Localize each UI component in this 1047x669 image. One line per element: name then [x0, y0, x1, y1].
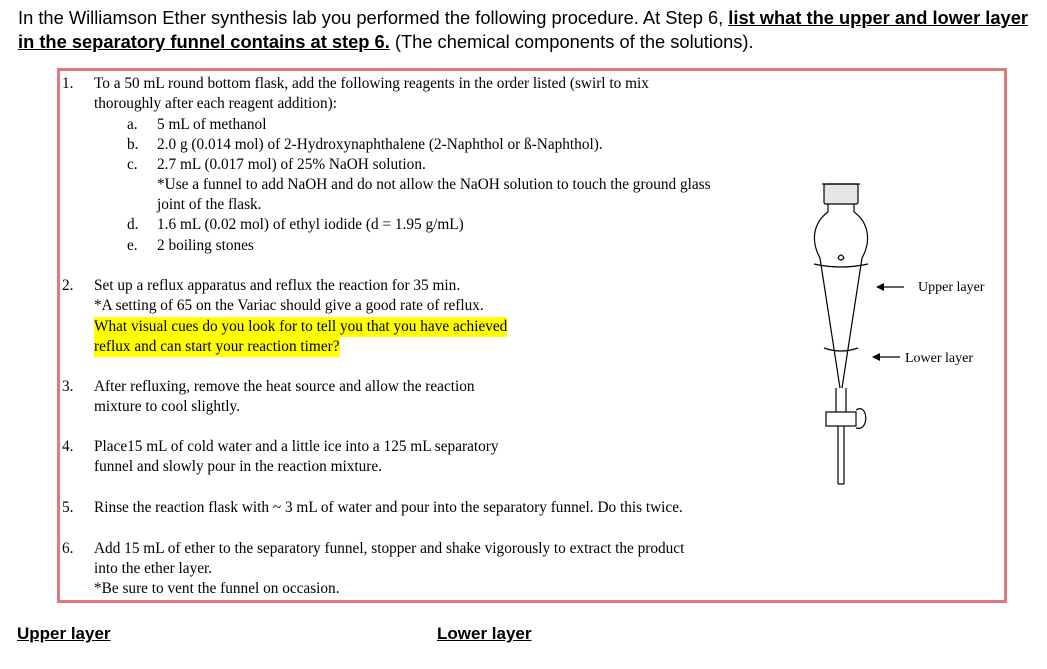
question-emphasis: list what the upper and lower layer in the separatory funnel contains at step 6. [18, 7, 1028, 52]
funnel-body [814, 212, 867, 388]
step-1d-text: 1.6 mL (0.02 mol) of ethyl iodide (d = 1.95 g/mL) [157, 216, 464, 233]
step-1b-text: 2.0 g (0.014 mol) of 2-Hydroxynaphthalene (2-Naphthol or ß-Naphthol). [157, 136, 603, 153]
step-1a-text: 5 mL of methanol [157, 116, 267, 133]
step-1c-note-2: joint of the flask. [157, 196, 262, 213]
step-6-number: 6. [62, 540, 74, 557]
upper-layer-surface [814, 264, 868, 267]
step-6-line-2: into the ether layer. [94, 560, 213, 577]
step-5-line-1: Rinse the reaction flask with ~ 3 mL of water and pour into the separatory funnel. Do this twice. [94, 499, 683, 516]
upper-layer-arrow [876, 280, 906, 294]
step-6-line-1: Add 15 mL of ether to the separatory funnel, stopper and shake vigorously to extract the product [94, 540, 685, 557]
step-2-question-1: What visual cues do you look for to tell you that you have achieved [94, 318, 508, 335]
stopcock-handle [856, 409, 866, 429]
step-4-line-1: Place15 mL of cold water and a little ice into a 125 mL separatory [94, 438, 499, 455]
step-1-line-2: thoroughly after each reagent addition): [94, 95, 337, 112]
stopcock-stem [836, 388, 846, 412]
step-4-number: 4. [62, 438, 74, 455]
question-lead: In the Williamson Ether synthesis lab you performed the following procedure. At Step 6, [18, 7, 729, 28]
step-1b-letter: b. [127, 136, 139, 153]
step-1-number: 1. [62, 75, 74, 92]
upper-layer-answer-heading: Upper layer [17, 624, 111, 643]
step-3-line-2: mixture to cool slightly. [94, 398, 241, 415]
step-2-number: 2. [62, 277, 74, 294]
step-1c-letter: c. [127, 156, 138, 173]
step-2-question-2: reflux and can start your reaction timer? [94, 338, 340, 355]
step-3-number: 3. [62, 378, 74, 395]
step-1c-text: 2.7 mL (0.017 mol) of 25% NaOH solution. [157, 156, 426, 173]
step-2-line-1: Set up a reflux apparatus and reflux the reaction for 35 min. [94, 277, 461, 294]
funnel-tip [838, 426, 844, 484]
step-2-line-2: *A setting of 65 on the Variac should give a good rate of reflux. [94, 297, 484, 314]
step-4-line-2: funnel and slowly pour in the reaction mixture. [94, 458, 383, 475]
upper-layer-label: Upper layer [918, 280, 985, 295]
step-5-number: 5. [62, 499, 74, 516]
step-1c-note-1: *Use a funnel to add NaOH and do not allow the NaOH solution to touch the ground glass [157, 176, 711, 193]
lower-layer-label: Lower layer [905, 351, 974, 366]
liquid-drop-mark [838, 255, 844, 260]
separatory-funnel-diagram [810, 178, 920, 498]
question-tail: (The chemical components of the solutions). [389, 31, 754, 52]
funnel-neck [828, 204, 854, 212]
lower-layer-answer-heading: Lower layer [437, 624, 532, 643]
stopcock-barrel [826, 412, 856, 426]
stopper [824, 184, 858, 204]
lower-layer-arrow [872, 350, 902, 364]
step-1e-text: 2 boiling stones [157, 237, 254, 254]
step-1e-letter: e. [127, 237, 138, 254]
step-1-line-1: To a 50 mL round bottom flask, add the following reagents in the order listed (swirl to mix [94, 75, 649, 92]
step-6-line-3: *Be sure to vent the funnel on occasion. [94, 580, 340, 597]
step-1a-letter: a. [127, 116, 138, 133]
lower-layer-interface [824, 348, 858, 351]
step-3-line-1: After refluxing, remove the heat source and allow the reaction [94, 378, 475, 395]
step-1d-letter: d. [127, 216, 139, 233]
